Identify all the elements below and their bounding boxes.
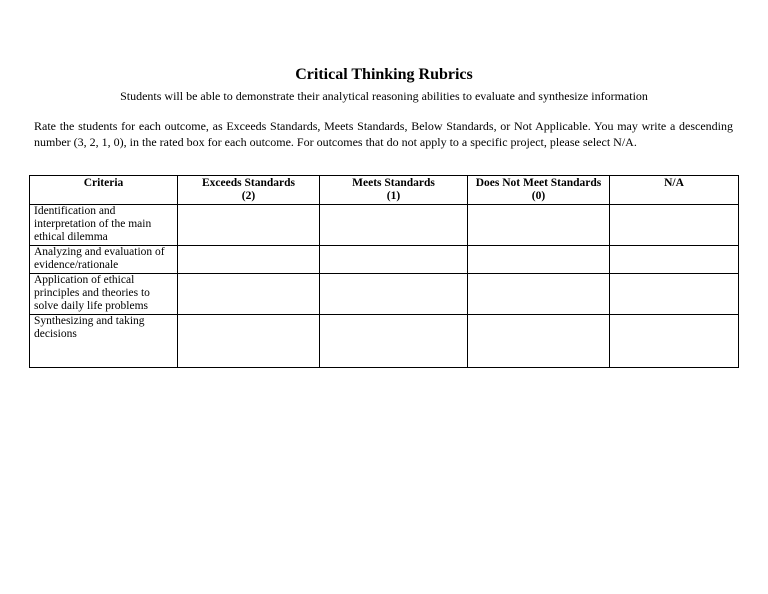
table-row <box>30 274 739 315</box>
header-exceeds-standards <box>178 176 320 205</box>
rating-cell-exceeds[interactable] <box>178 205 320 246</box>
header-label: Exceeds Standards <box>202 177 295 189</box>
rating-cell-na[interactable] <box>610 205 739 246</box>
rating-cell-exceeds[interactable] <box>178 246 320 274</box>
table-row <box>30 315 739 368</box>
header-label: Does Not Meet Standards <box>475 177 602 189</box>
criteria-cell: Application of ethical principles and theories to solve daily life problems <box>30 274 178 315</box>
header-label: N/A <box>664 177 684 189</box>
header-criteria <box>30 176 178 205</box>
header-meets-standards <box>320 176 468 205</box>
header-label: Meets Standards <box>352 177 435 189</box>
header-score: (2) <box>241 190 256 202</box>
page-title: Critical Thinking Rubrics <box>295 66 473 83</box>
rating-cell-does-not-meet[interactable] <box>468 315 610 368</box>
rating-cell-na[interactable] <box>610 274 739 315</box>
header-score: (0) <box>531 190 546 202</box>
rating-cell-does-not-meet[interactable] <box>468 246 610 274</box>
instructions-paragraph: Rate the students for each outcome, as Exceeds Standards, Meets Standards, Below Standards, or Not Applicable. You may write a descending number (3, 2, 1, 0), in the rated box for each outcome. For outcomes that do not apply to a specific project, please select N/A. <box>34 119 733 149</box>
rating-cell-meets[interactable] <box>320 205 468 246</box>
rating-cell-does-not-meet[interactable] <box>468 274 610 315</box>
rating-cell-na[interactable] <box>610 315 739 368</box>
table-row <box>30 246 739 274</box>
rating-cell-does-not-meet[interactable] <box>468 205 610 246</box>
rating-cell-meets[interactable] <box>320 315 468 368</box>
criteria-cell: Identification and interpretation of the main ethical dilemma <box>30 205 178 246</box>
page-subtitle: Students will be able to demonstrate their analytical reasoning abilities to evaluate and synthesize information <box>120 89 648 103</box>
rating-cell-exceeds[interactable] <box>178 315 320 368</box>
header-label: Criteria <box>83 177 124 189</box>
criteria-cell: Analyzing and evaluation of evidence/rationale <box>30 246 178 274</box>
rubric-table <box>29 175 739 368</box>
rating-cell-meets[interactable] <box>320 246 468 274</box>
table-header-row <box>30 176 739 205</box>
header-score: (1) <box>386 190 401 202</box>
header-na <box>610 176 739 205</box>
rating-cell-meets[interactable] <box>320 274 468 315</box>
criteria-cell: Synthesizing and taking decisions <box>30 315 178 368</box>
rating-cell-na[interactable] <box>610 246 739 274</box>
header-does-not-meet-standards <box>468 176 610 205</box>
rating-cell-exceeds[interactable] <box>178 274 320 315</box>
table-row <box>30 205 739 246</box>
